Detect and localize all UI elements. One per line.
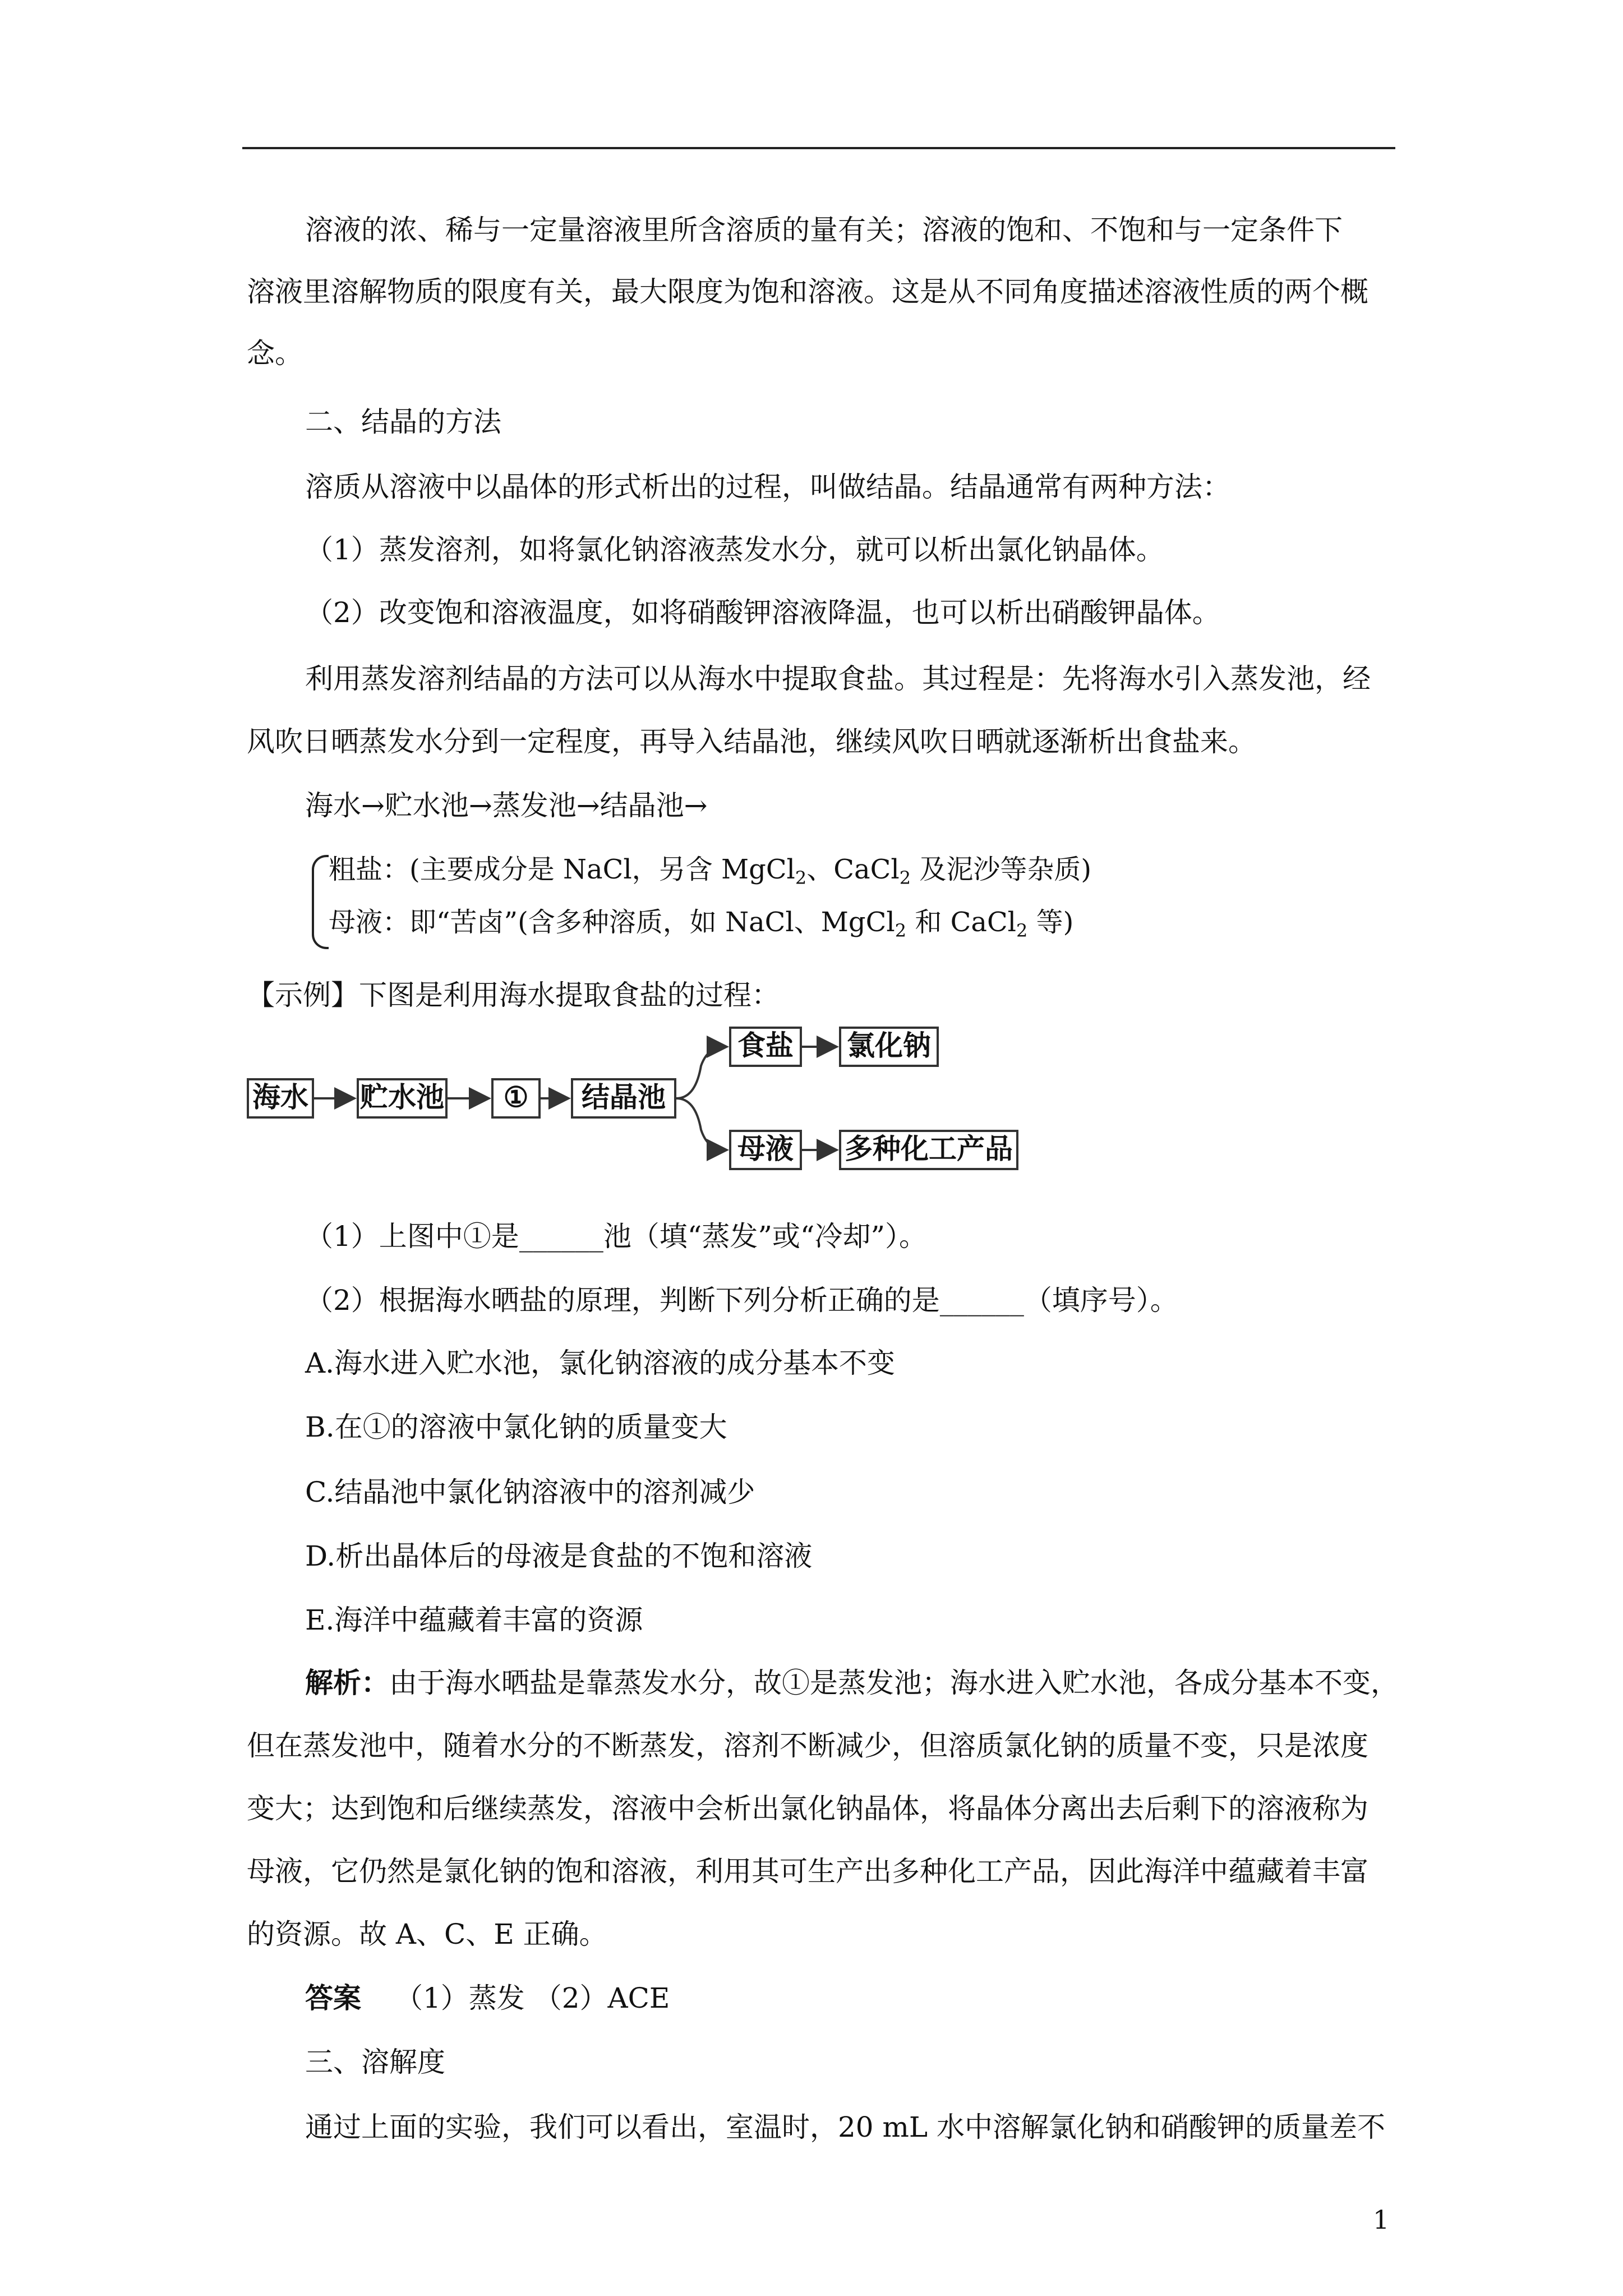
crude-salt-line: 粗盐：(主要成分是 NaCl，另含 MgCl$_2$、CaCl$_2$ 及泥沙等杂质)	[329, 854, 1092, 889]
paragraph-line: 利用蒸发溶剂结晶的方法可以从海水中提取食盐。其过程是：先将海水引入蒸发池，经	[305, 662, 1371, 695]
analysis-line: 的资源。故 A、C、E 正确。	[247, 1918, 607, 1950]
paragraph-line: 风吹日晒蒸发水分到一定程度，再导入结晶池，继续风吹日晒就逐渐析出食盐来。	[247, 725, 1256, 758]
process-line: 海水→贮水池→蒸发池→结晶池→	[305, 789, 708, 822]
flow-box-products: 多种化工产品	[839, 1130, 1018, 1170]
flow-box-crystal-pool: 结晶池	[571, 1078, 676, 1119]
example-title: 【示例】下图是利用海水提取食盐的过程：	[247, 979, 780, 1011]
analysis-line: 但在蒸发池中，随着水分的不断蒸发，溶剂不断减少，但溶质氯化钠的质量不变，只是浓度	[247, 1729, 1368, 1762]
flow-box-step1: ①	[491, 1078, 541, 1119]
analysis-line: 变大；达到饱和后继续蒸发，溶液中会析出氯化钠晶体，将晶体分离出去后剩下的溶液称为	[247, 1792, 1368, 1825]
flow-box-reservoir: 贮水池	[357, 1078, 448, 1119]
question-2: （2）根据海水晒盐的原理，判断下列分析正确的是______（填序号）。	[305, 1284, 1178, 1317]
option-a: A.海水进入贮水池，氯化钠溶液的成分基本不变	[305, 1347, 896, 1379]
flow-box-salt: 食盐	[729, 1027, 802, 1067]
flow-box-nacl: 氯化钠	[839, 1027, 939, 1067]
paragraph-line: 溶液里溶解物质的限度有关，最大限度为饱和溶液。这是从不同角度描述溶液性质的两个概	[247, 275, 1368, 308]
option-e: E.海洋中蕴藏着丰富的资源	[305, 1604, 643, 1636]
flow-box-mother: 母液	[729, 1130, 802, 1170]
paragraph-line: 溶质从溶液中以晶体的形式析出的过程，叫做结晶。结晶通常有两种方法：	[305, 471, 1230, 503]
option-c: C.结晶池中氯化钠溶液中的溶剂减少	[305, 1476, 755, 1508]
page-number: 1	[1373, 2205, 1390, 2235]
answer-line: 答案 （1）蒸发 （2）ACE	[305, 1981, 670, 2014]
option-b: B.在①的溶液中氯化钠的质量变大	[305, 1411, 727, 1443]
analysis-line: 母液，它仍然是氯化钠的饱和溶液，利用其可生产出多种化工产品，因此海洋中蕴藏着丰富	[247, 1855, 1368, 1888]
section-heading: 二、结晶的方法	[305, 406, 501, 438]
paragraph-line: 通过上面的实验，我们可以看出，室温时，20 mL 水中溶解氯化钠和硝酸钾的质量差不	[305, 2111, 1386, 2143]
paragraph-line: 溶液的浓、稀与一定量溶液里所含溶质的量有关；溶液的饱和、不饱和与一定条件下	[305, 214, 1343, 246]
method-item: （1）蒸发溶剂，如将氯化钠溶液蒸发水分，就可以析出氯化钠晶体。	[305, 533, 1164, 566]
question-1: （1）上图中①是______池（填“蒸发”或“冷却”）。	[305, 1220, 928, 1253]
flow-box-seawater: 海水	[247, 1078, 314, 1119]
method-item: （2）改变饱和溶液温度，如将硝酸钾溶液降温，也可以析出硝酸钾晶体。	[305, 596, 1220, 629]
analysis-line-1: 解析：由于海水晒盐是靠蒸发水分，故①是蒸发池；海水进入贮水池，各成分基本不变，	[305, 1666, 1399, 1699]
section-heading: 三、溶解度	[305, 2046, 445, 2078]
mother-liquor-line: 母液：即“苦卤”(含多种溶质，如 NaCl、MgCl$_2$ 和 CaCl$_2$ 等)	[329, 907, 1074, 941]
paragraph-line: 念。	[247, 337, 303, 370]
option-d: D.析出晶体后的母液是食盐的不饱和溶液	[305, 1540, 813, 1572]
